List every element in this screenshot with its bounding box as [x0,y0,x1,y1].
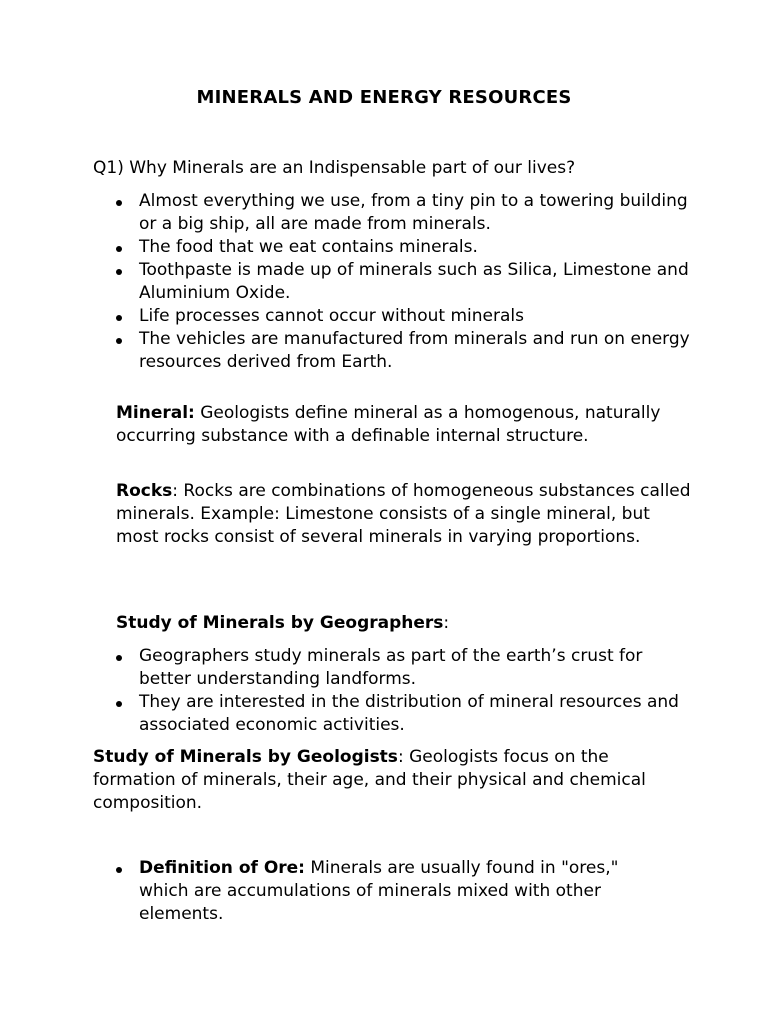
mineral-term: Mineral: [116,403,195,423]
bullet-icon [116,338,122,344]
list-item-text: Almost everything we use, from a tiny pin to a towering building or a big ship, all are made from minerals. [139,191,688,234]
bullet-icon [116,655,122,661]
mineral-definition [116,402,686,448]
geographers-heading-colon: : [443,613,450,633]
geologists-term: Study of Minerals by Geologists [93,747,398,767]
list-item [93,645,693,691]
bullet-icon [116,701,122,707]
ore-bullet-list [93,857,653,926]
geographers-heading [116,612,686,635]
list-item-text: Life processes cannot occur without minerals [139,306,524,326]
list-item-text: Geographers study minerals as part of the earth’s crust for better understanding landforms. [139,646,643,689]
bullet-icon [116,269,122,275]
list-item [93,236,693,259]
list-item-text: The food that we eat contains minerals. [139,237,478,257]
list-item-text: They are interested in the distribution of mineral resources and associated economic activities. [139,692,679,735]
bullet-icon [116,867,122,873]
list-item [93,305,693,328]
geologists-text: : Geologists focus on the formation of minerals, their age, and their physical and chemical composition. [93,747,646,813]
list-item [93,691,693,737]
q1-bullet-list [93,190,693,374]
list-item-text: The vehicles are manufactured from minerals and run on energy resources derived from Earth. [139,329,690,372]
bullet-icon [116,315,122,321]
question-heading: Q1) Why Minerals are an Indispensable part of our lives? [93,158,576,178]
rocks-definition [116,480,691,549]
list-item-text: Toothpaste is made up of minerals such as Silica, Limestone and Aluminium Oxide. [139,260,689,303]
list-item [93,328,693,374]
list-item [93,259,693,305]
mineral-text: Geologists define mineral as a homogenous, naturally occurring substance with a definable internal structure. [116,403,661,446]
ore-term: Definition of Ore: [139,858,305,878]
list-item [93,190,693,236]
list-item [93,857,653,926]
geographers-heading-text: Study of Minerals by Geographers [116,613,444,633]
bullet-icon [116,200,122,206]
geologists-paragraph [93,746,663,815]
page-title: MINERALS AND ENERGY RESOURCES [196,87,572,108]
rocks-term: Rocks [116,481,173,501]
geographers-bullet-list [93,645,693,737]
ore-text: Minerals are usually found in "ores," which are accumulations of minerals mixed with other elements. [139,858,619,924]
bullet-icon [116,246,122,252]
rocks-text: : Rocks are combinations of homogeneous substances called minerals. Example: Limestone consists of a single mineral, but most rocks consist of several minerals in varying proportions. [116,481,691,547]
